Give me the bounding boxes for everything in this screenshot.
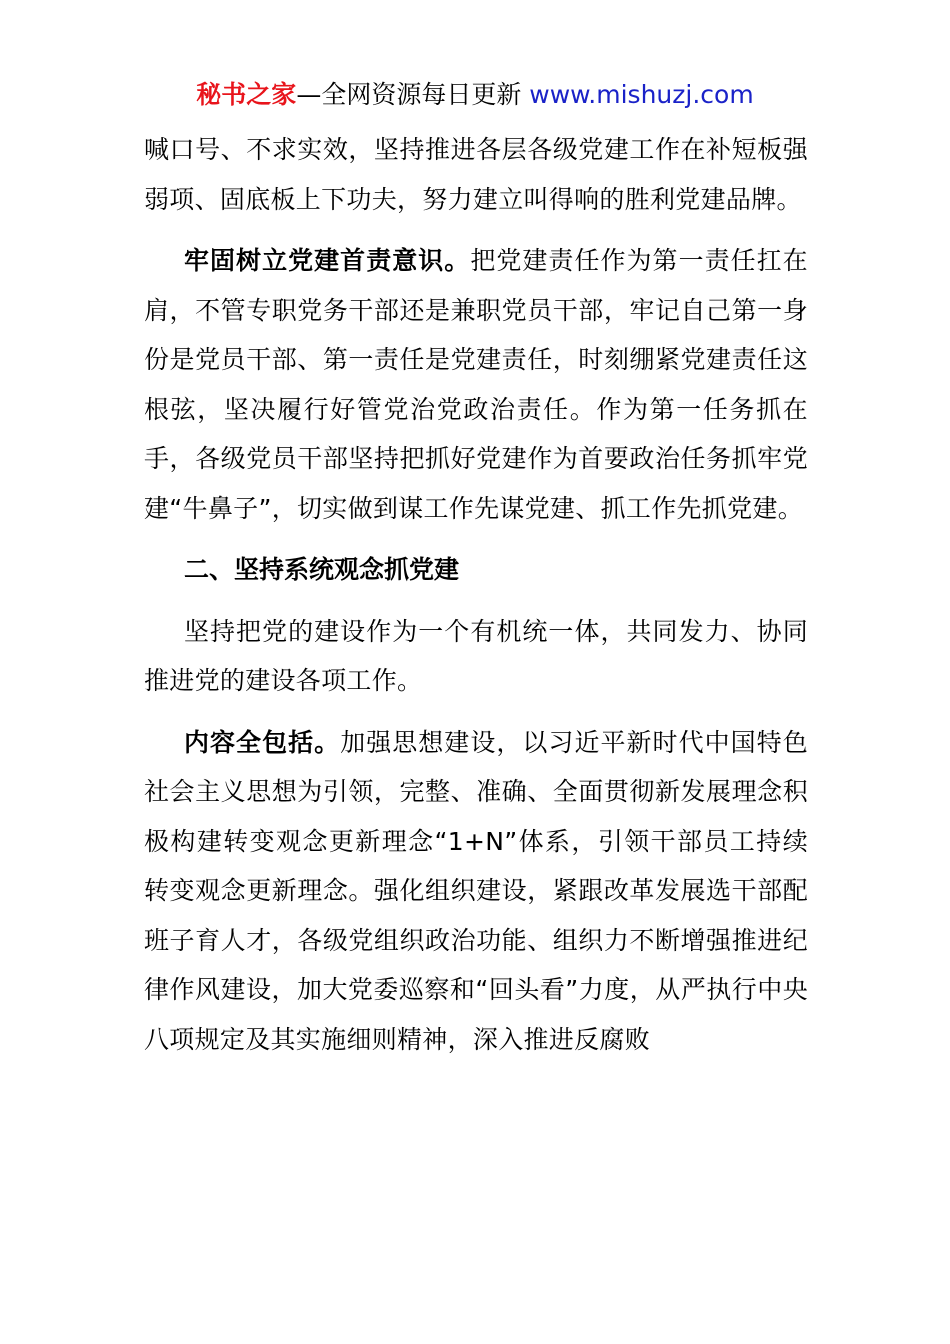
section-heading: 二、坚持系统观念抓党建	[184, 555, 460, 584]
paragraph-text: 加强思想建设，以习近平新时代中国特色社会主义思想为引领，完整、准确、全面贯彻新发展理念积极构建转变观念更新理念“1+N”体系，引领干部员工持续转变观念更新理念。强化组织建设，紧跟改革发展选干部配班子育人才，各级党组织政治功能、组织力不断增强推进纪律作风建设，加大党委巡察和“回头看”力度，从严执行中央八项规定及其实施细则精神，深入推进反腐败	[144, 727, 808, 1054]
paragraph-lead: 内容全包括。	[184, 727, 341, 757]
paragraph-text: 喊口号、不求实效，坚持推进各层各级党建工作在补短板强弱项、固底板上下功夫，努力建立叫得响的胜利党建品牌。	[144, 135, 808, 214]
paragraph-responsibility	[144, 236, 808, 533]
paragraph-lead: 牢固树立党建首责意识。	[184, 246, 471, 275]
paragraph-system-intro	[144, 607, 808, 706]
paragraph-continuation	[144, 125, 808, 224]
header-url-link[interactable]: www.mishuzj.com	[529, 80, 754, 109]
paragraph-text: 坚持把党的建设作为一个有机统一体，共同发力、协同推进党的建设各项工作。	[144, 616, 808, 695]
page-header	[0, 78, 950, 112]
document-body	[144, 125, 808, 1076]
paragraph-text: 把党建责任作为第一责任扛在肩，不管专职党务干部还是兼职党员干部，牢记自己第一身份是党员干部、第一责任是党建责任，时刻绷紧党建责任这根弦，坚决履行好管党治党政治责任。作为第一任务抓在手，各级党员干部坚持把抓好党建作为首要政治任务抓牢党建“牛鼻子”，切实做到谋工作先谋党建、抓工作先抓党建。	[144, 246, 808, 523]
header-tagline: —全网资源每日更新	[296, 80, 530, 109]
header-brand: 秘书之家	[196, 80, 297, 109]
paragraph-content	[144, 718, 808, 1065]
